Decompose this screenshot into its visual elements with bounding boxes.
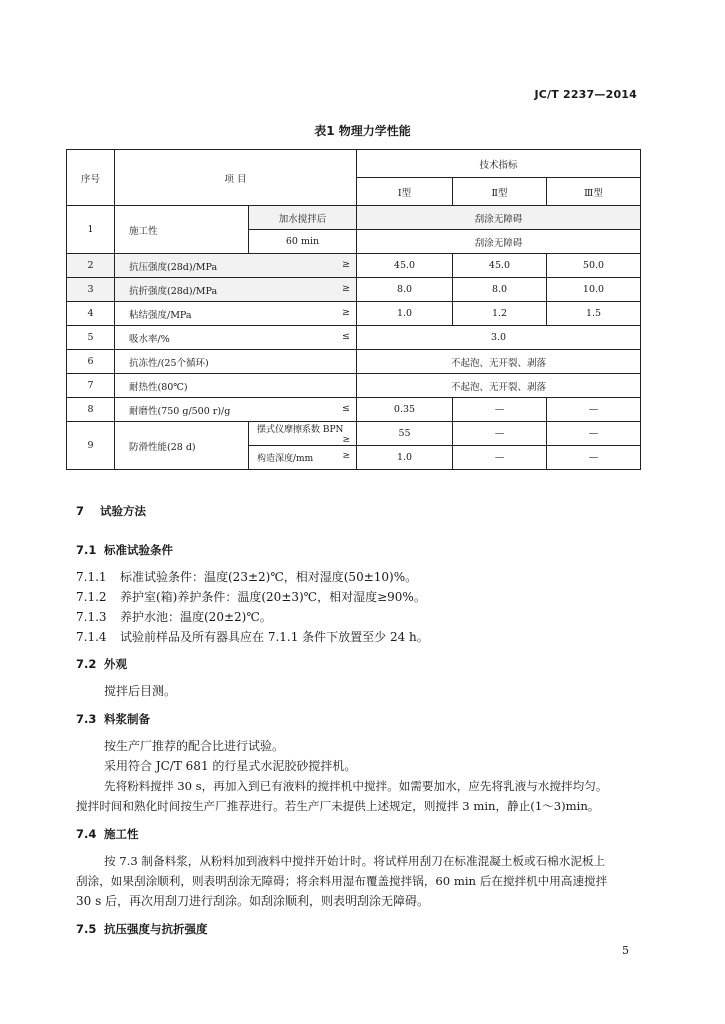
section-number: 7.3	[76, 712, 97, 726]
row-value-type2: 1.2	[453, 302, 547, 326]
section-7-heading	[76, 501, 656, 521]
section-7-3-heading	[76, 709, 656, 729]
clause-text: 养护水池：温度(20±2)℃。	[120, 610, 272, 624]
row-item	[115, 278, 357, 302]
row-subitem	[249, 446, 357, 470]
paragraph: 采用符合 JC/T 681 的行星式水泥胶砂搅拌机。	[104, 759, 357, 773]
row-no: 3	[67, 278, 115, 302]
clause-text: 标准试验条件：温度(23±2)℃，相对湿度(50±10)%。	[120, 570, 418, 584]
header-type2: Ⅱ型	[453, 178, 547, 206]
paragraph: 先将粉料搅拌 30 s，再加入到已有液料的搅拌机中搅拌。如需要加水，应先将乳液与水搅拌均匀。	[104, 779, 608, 793]
row-value-type1: 55	[357, 422, 453, 446]
header-type3: Ⅲ型	[547, 178, 641, 206]
row-item: 防滑性能(28 d)	[115, 422, 249, 470]
header-tech: 技术指标	[357, 150, 641, 178]
row-no: 6	[67, 350, 115, 374]
row-value-type2: 8.0	[453, 278, 547, 302]
standard-code: JC/T 2237—2014	[534, 88, 637, 101]
row-value-type1: 1.0	[357, 446, 453, 470]
row-no: 9	[67, 422, 115, 470]
comparison-symbol: ≥	[342, 258, 350, 270]
page-number: 5	[622, 944, 629, 957]
clause-7-1-1	[76, 567, 656, 587]
row-item-label: 抗折强度(28d)/MPa	[129, 285, 218, 297]
table-row	[67, 278, 641, 302]
row-subitem-label: 构造深度/mm	[257, 454, 314, 464]
row-item-label: 粘结强度/MPa	[129, 309, 192, 321]
clause-7-1-3	[76, 607, 656, 627]
section-number: 7	[76, 504, 85, 518]
table-title: 表1 物理力学性能	[314, 124, 411, 138]
row-value-type2: 45.0	[453, 254, 547, 278]
row-subitem: 加水搅拌后	[249, 206, 357, 230]
row-value-all: 不起泡、无开裂、剥落	[357, 374, 641, 398]
header-type1: Ⅰ型	[357, 178, 453, 206]
section-number: 7.2	[76, 657, 97, 671]
table-row	[67, 254, 641, 278]
row-no: 5	[67, 326, 115, 350]
clause-text: 试验前样品及所有器具应在 7.1.1 条件下放置至少 24 h。	[120, 630, 429, 644]
row-value-type1: 1.0	[357, 302, 453, 326]
section-7-2-heading	[76, 654, 656, 674]
table-row	[67, 374, 641, 398]
row-value-all: 不起泡、无开裂、剥落	[357, 350, 641, 374]
row-value: 刮涂无障碍	[357, 206, 641, 230]
properties-table	[66, 149, 641, 470]
section-number: 7.1	[76, 543, 97, 557]
row-item-label: 耐磨性(750 g/500 r)/g	[129, 405, 231, 417]
section-7-5-heading	[76, 919, 656, 939]
row-no: 4	[67, 302, 115, 326]
row-no: 8	[67, 398, 115, 422]
header-no: 序号	[67, 150, 115, 206]
row-subitem: 60 min	[249, 230, 357, 254]
row-item	[115, 398, 357, 422]
row-value-type3: 10.0	[547, 278, 641, 302]
section-title: 施工性	[104, 827, 139, 841]
header-item: 项 目	[115, 150, 357, 206]
table-row	[67, 350, 641, 374]
clause-7-1-4	[76, 627, 656, 647]
clause-number: 7.1.3	[76, 610, 107, 624]
row-subitem	[249, 422, 357, 446]
clause-number: 7.1.1	[76, 570, 107, 584]
row-item-label: 抗压强度(28d)/MPa	[129, 261, 218, 273]
row-item-label: 吸水率/%	[129, 333, 170, 345]
clause-number: 7.1.4	[76, 630, 107, 644]
comparison-symbol: ≤	[342, 330, 350, 342]
row-value: 刮涂无障碍	[357, 230, 641, 254]
section-7-4-heading	[76, 824, 656, 844]
row-value-type3: 1.5	[547, 302, 641, 326]
row-no: 1	[67, 206, 115, 254]
comparison-symbol: ≥	[342, 435, 350, 445]
clause-text: 养护室(箱)养护条件：温度(20±3)℃，相对湿度≥90%。	[120, 590, 426, 604]
table-header-row	[67, 150, 641, 178]
section-number: 7.5	[76, 922, 97, 936]
paragraph: 按生产厂推荐的配合比进行试验。	[104, 739, 285, 753]
row-item: 施工性	[115, 206, 249, 254]
row-item: 耐热性(80℃)	[115, 374, 357, 398]
row-item	[115, 302, 357, 326]
row-no: 7	[67, 374, 115, 398]
row-value-type1: 0.35	[357, 398, 453, 422]
section-7-1-heading	[76, 540, 656, 560]
paragraph: 搅拌后目测。	[104, 684, 177, 698]
table-row	[67, 422, 641, 446]
paragraph: 按 7.3 制备料浆，从粉料加到液料中搅拌开始计时。将试样用刮刀在标准混凝土板或石棉水泥板上	[104, 854, 606, 868]
row-value-type1: 8.0	[357, 278, 453, 302]
paragraph-continuation: 搅拌时间和熟化时间按生产厂推荐进行。若生产厂未提供上述规定，则搅拌 3 min，静止(1～3)min。	[76, 799, 600, 813]
row-value-type2: —	[453, 398, 547, 422]
table-row	[67, 326, 641, 350]
table-row	[67, 302, 641, 326]
comparison-symbol: ≤	[342, 402, 350, 414]
row-value-all: 3.0	[357, 326, 641, 350]
row-value-type1: 45.0	[357, 254, 453, 278]
section-title: 标准试验条件	[104, 543, 173, 557]
row-item	[115, 254, 357, 278]
row-item	[115, 326, 357, 350]
section-title: 料浆制备	[104, 712, 150, 726]
paragraph-continuation: 30 s 后，再次用刮刀进行刮涂。如刮涂顺利，则表明刮涂无障碍。	[76, 894, 430, 908]
section-title: 外观	[104, 657, 127, 671]
clause-number: 7.1.2	[76, 590, 107, 604]
row-subitem-label: 摆式仪摩擦系数 BPN	[257, 425, 344, 435]
row-item: 抗冻性/(25个循环)	[115, 350, 357, 374]
comparison-symbol: ≥	[342, 306, 350, 318]
row-value-type2: —	[453, 422, 547, 446]
row-value-type2: —	[453, 446, 547, 470]
comparison-symbol: ≥	[342, 282, 350, 294]
row-value-type3: —	[547, 446, 641, 470]
section-title: 抗压强度与抗折强度	[104, 922, 208, 936]
table-row	[67, 206, 641, 230]
row-no: 2	[67, 254, 115, 278]
row-value-type3: —	[547, 398, 641, 422]
section-title: 试验方法	[100, 504, 146, 518]
paragraph-continuation: 刮涂，如果刮涂顺利，则表明刮涂无障碍；将余料用湿布覆盖搅拌锅，60 min 后在搅拌机中用高速搅拌	[76, 874, 608, 888]
row-value-type3: 50.0	[547, 254, 641, 278]
row-value-type3: —	[547, 422, 641, 446]
comparison-symbol: ≥	[342, 451, 350, 461]
section-number: 7.4	[76, 827, 97, 841]
table-row	[67, 398, 641, 422]
clause-7-1-2	[76, 587, 656, 607]
